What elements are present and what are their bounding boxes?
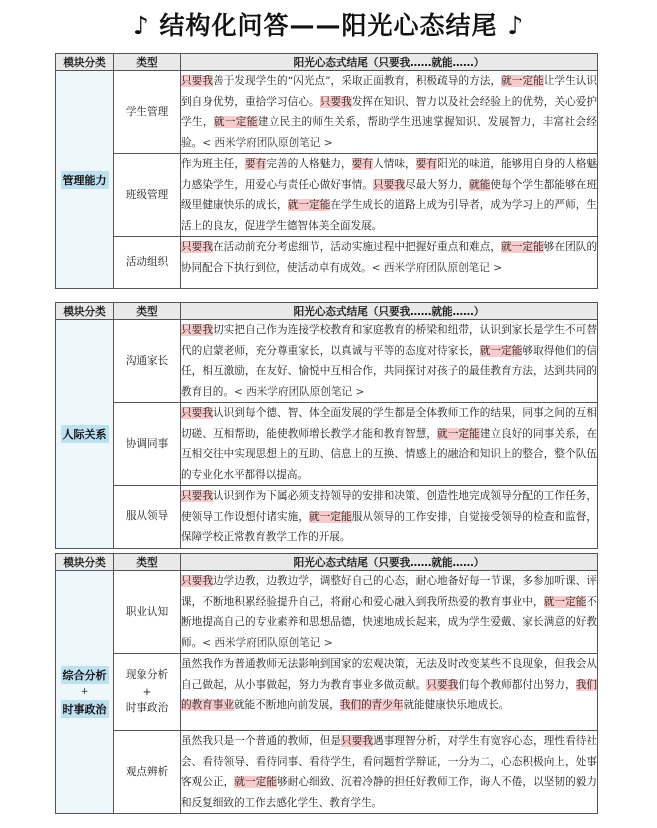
ending-text (181, 237, 598, 289)
type-label-2: 时事政治 (125, 702, 169, 715)
text-fragment: 让学生认识到自身优势，重拾学习信心。 (181, 75, 598, 108)
section-table-relations (55, 302, 598, 549)
ending-text (181, 403, 598, 486)
type-cell: 班级管理 (114, 154, 181, 237)
highlight-phrase: 就一定能 (479, 344, 523, 357)
text-fragment: 遇事理智分析，对学生有宽容心态，理性看待社会、看待领导、看待同事、看待学生，看问题哲学辩证，一分为二，心态积极向上，处事客观公正， (181, 735, 598, 788)
text-fragment: 不断地提高自己的专业素养和思想品德，快速地成长起来，成为学生爱戴、家长满意的好教师。 (181, 595, 598, 649)
ending-text (181, 571, 598, 654)
module-plus: + (80, 687, 89, 697)
source-credit: < 西米学府团队原创笔记 > (202, 136, 333, 149)
header-ending: 阳光心态式结尾（只要我……就能……） (181, 554, 598, 571)
text-fragment: 发挥在知识、智力以及社会经验上的优势，关心爱护学生， (181, 95, 598, 128)
highlight-phrase: 要有 (245, 158, 267, 170)
module-cell (56, 571, 114, 814)
source-credit: < 西米学府团队原创笔记 > (233, 385, 365, 398)
highlight-phrase: 就一定能 (309, 510, 352, 523)
highlight-phrase: 就一定能 (501, 241, 544, 253)
highlight-phrase: 只要我 (181, 575, 214, 587)
highlight-phrase: 只要我 (181, 241, 214, 253)
text-fragment: 认识到每个德、智、体全面发展的学生都是全体教师工作的结果，同事之间的互相切磋、互相帮助，能使教师增长教学才能和教育智慧， (181, 407, 598, 440)
type-cell: 学生管理 (114, 71, 181, 154)
text-fragment: 认识到作为下属必须支持领导的安排和决策、创造性地完成领导分配的工作任务，使领导工作设想付诸实施， (181, 490, 598, 523)
module-label: 人际关系 (61, 425, 109, 443)
module-cell (56, 71, 114, 289)
type-cell: 观点辨析 (114, 731, 181, 814)
highlight-phrase: 只要我 (426, 678, 459, 691)
highlight-phrase: 只要我 (181, 75, 213, 87)
ending-text (181, 654, 598, 731)
text-fragment: 善于发现学生的“闪光点”，采取正面教育，积极疏导的方法， (212, 75, 502, 87)
ending-text (181, 486, 598, 549)
page-title: ♪ 结构化问答——阳光心态结尾 ♪ (132, 11, 525, 40)
text-fragment: 完善的人格魅力， (266, 158, 352, 170)
text-fragment: 在活动前充分考虑细节，活动实施过程中把握好重点和难点， (213, 241, 502, 253)
section-table-analysis (55, 553, 598, 814)
text-fragment: 够耐心细致、沉着冷静的担任好教师工作，诲人不倦，以坚韧的毅力和反复细致的工作去感化学生、教育学生。 (181, 776, 598, 809)
header-module: 模块分类 (56, 554, 114, 571)
text-fragment: 边学边教，边教边学，调整好自己的心态，耐心地备好每一节课，多参加听课、评课，不断地积累经验提升自己，将耐心和爱心融入到我所热爱的教育事业中， (181, 575, 598, 608)
header-ending: 阳光心态式结尾（只要我……就能……） (181, 54, 598, 71)
highlight-phrase: 我们的教育事业 (181, 678, 598, 711)
highlight-phrase: 我们的青少年 (339, 699, 404, 711)
highlight-phrase: 要有 (351, 158, 374, 170)
header-module: 模块分类 (56, 303, 114, 320)
text-fragment: 阳光的味道，能够用自身的人格魅力感染学生，用爱心与责任心做好事情。 (181, 158, 598, 191)
text-fragment: 们每个教师都付出努力， (458, 678, 576, 691)
type-plus: + (142, 685, 152, 698)
source-credit: < 西米学府团队原创笔记 > (202, 636, 333, 649)
type-label: 现象分析 (125, 668, 169, 681)
ending-text (181, 71, 598, 154)
header-module: 模块分类 (56, 54, 114, 71)
highlight-phrase: 就能 (469, 178, 491, 191)
module-label: 管理能力 (61, 171, 109, 189)
text-fragment: 在学生成长的道路上成为引导者，成为学习上的严师，生活上的良友，促进学生德智体美全面发展。 (181, 199, 598, 232)
highlight-phrase: 就一定能 (501, 75, 544, 87)
highlight-phrase: 就一定能 (287, 199, 331, 211)
highlight-phrase: 就一定能 (437, 427, 480, 440)
text-fragment: 作为班主任， (181, 158, 246, 170)
module-label-2: 时事政治 (61, 700, 109, 718)
text-fragment: 虽然我作为普通教师无法影响到国家的宏观决策，无法及时改变某些不良现象，但我会从自己做起，从小事做起，努力为教育事业多做贡献。 (181, 658, 597, 691)
header-type: 类型 (114, 54, 181, 71)
type-cell (114, 654, 181, 731)
text-fragment: 人情味， (373, 158, 416, 170)
highlight-phrase: 只要我 (181, 324, 214, 336)
highlight-phrase: 只要我 (181, 490, 214, 502)
text-fragment: 切实把自己作为连接学校教育和家庭教育的桥梁和纽带，认识到家长是学生不可替代的启蒙老师，充分尊重家长，以真诚与平等的态度对待家长， (181, 324, 598, 357)
section-table-management (55, 53, 598, 289)
text-fragment: 建立良好的同事关系，在互相交往中实现思想上的互助、信息上的互换、情感上的融洽和知识上的整合，整个队伍的专业化水平都得以提高。 (181, 427, 598, 481)
type-cell: 协调同事 (114, 403, 181, 486)
text-fragment: 就能健康快乐地成长。 (403, 699, 510, 711)
header-ending: 阳光心态式结尾（只要我……就能……） (181, 303, 598, 320)
text-fragment: 就能不断地向前发展， (233, 699, 340, 711)
text-fragment: 虽然我只是一个普通的教师，但是 (181, 735, 342, 747)
highlight-phrase: 要有 (415, 158, 438, 170)
module-cell (56, 320, 114, 549)
header-type: 类型 (114, 554, 181, 571)
highlight-phrase: 只要我 (341, 735, 374, 747)
type-cell: 职业认知 (114, 571, 181, 654)
text-fragment: 够在团队的协同配合下执行到位，使活动卓有成效。 (181, 241, 598, 274)
highlight-phrase: 只要我 (181, 407, 214, 419)
module-label: 综合分析 (61, 666, 109, 684)
ending-text (181, 320, 598, 403)
type-cell: 沟通家长 (114, 320, 181, 403)
type-cell: 服从领导 (114, 486, 181, 549)
source-credit: < 西米学府团队原创笔记 > (371, 261, 503, 274)
text-fragment: 够取得他们的信任，相互激励，在友好、愉悦中互相合作，共同探讨对孩子的最佳教育方法，达到共同的教育目的。 (181, 344, 598, 398)
highlight-phrase: 就一定能 (213, 116, 258, 128)
highlight-phrase: 就一定能 (234, 776, 278, 788)
text-fragment: 服从领导的工作安排，自觉接受领导的检查和监督，保障学校正常教育教学工作的开展。 (181, 510, 598, 543)
highlight-phrase: 只要我 (373, 178, 406, 191)
text-fragment: 建立民主的师生关系，帮助学生迅速掌握知识、发展智力，丰富社会经验。 (181, 116, 598, 149)
highlight-phrase: 只要我 (319, 95, 352, 108)
header-type: 类型 (114, 303, 181, 320)
highlight-phrase: 就一定能 (543, 595, 587, 608)
type-cell: 活动组织 (114, 237, 181, 289)
ending-text (181, 154, 598, 237)
ending-text (181, 731, 598, 814)
text-fragment: 使每个学生都能够在班级里健康快乐的成长， (181, 178, 598, 211)
text-fragment: 尽最大努力， (405, 178, 470, 191)
